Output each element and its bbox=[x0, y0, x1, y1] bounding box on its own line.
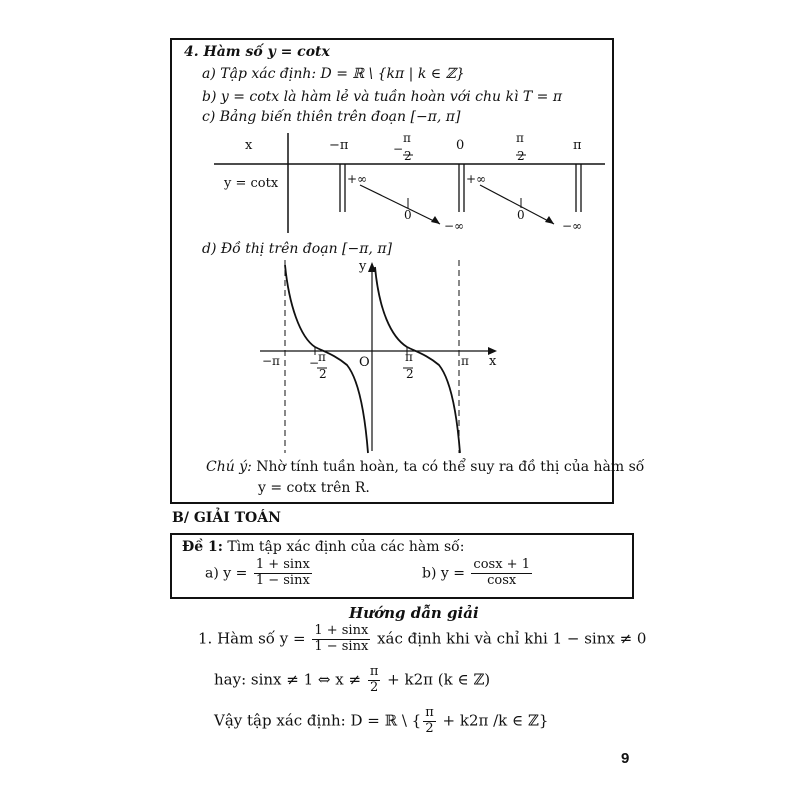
exercise-a-numerator: 1 + sinx bbox=[255, 557, 310, 572]
solution-2-numerator: π bbox=[369, 664, 379, 679]
table-x-zero: 0 bbox=[456, 138, 465, 153]
solution-1-prefix: 1. Hàm số y = bbox=[198, 629, 311, 648]
graph-tick-neg-half-pi-num: π bbox=[318, 350, 326, 364]
exercise-b-numerator: cosx + 1 bbox=[473, 557, 530, 572]
exercise-a bbox=[205, 558, 314, 589]
exercise-b bbox=[422, 558, 534, 589]
cot-branch-right bbox=[375, 267, 460, 453]
solution-2-prefix: hay: sinx ≠ 1 ⇔ x ≠ bbox=[214, 670, 366, 689]
exercise-b-denominator: cosx bbox=[487, 572, 517, 588]
note-line-2: y = cotx trên R. bbox=[258, 480, 370, 496]
exercise-text: Tìm tập xác định của các hàm số: bbox=[222, 539, 465, 555]
solution-step-1 bbox=[198, 624, 646, 655]
decreasing-arrow-1 bbox=[360, 185, 440, 224]
table-val-minus-inf-2: −∞ bbox=[562, 219, 583, 233]
solution-1-numerator: 1 + sinx bbox=[314, 623, 369, 638]
graph-heading: d) Đồ thị trên đoạn [−π, π] bbox=[202, 241, 392, 257]
note-line-1 bbox=[206, 459, 644, 475]
table-x-pi: π bbox=[573, 138, 582, 153]
graph-y-label: y bbox=[359, 259, 367, 274]
table-val-zero-2: 0 bbox=[517, 208, 525, 222]
exercise-a-prefix: a) y = bbox=[205, 565, 252, 582]
parity-line: b) y = cotx là hàm lẻ và tuần hoàn với chu kì T = π bbox=[202, 89, 563, 105]
solution-3-numerator: π bbox=[425, 705, 434, 720]
guide-title: Hướng dẫn giải bbox=[349, 604, 479, 622]
solution-step-2 bbox=[214, 665, 490, 696]
exercise-prompt bbox=[182, 539, 464, 555]
variation-heading: c) Bảng biến thiên trên đoạn [−π, π] bbox=[202, 109, 461, 125]
graph-x-label: x bbox=[489, 354, 497, 369]
solution-3-fraction bbox=[423, 706, 436, 737]
domain-set: ℝ \ {kπ | k ∈ ℤ} bbox=[352, 66, 465, 82]
domain-line bbox=[202, 66, 465, 82]
table-x-label: x bbox=[245, 138, 253, 153]
table-val-minus-inf-1: −∞ bbox=[444, 219, 465, 233]
table-x-half-pi-den: 2 bbox=[517, 149, 525, 163]
solution-step-3 bbox=[214, 706, 548, 737]
table-x-neg-pi: −π bbox=[329, 138, 349, 153]
page-number: 9 bbox=[621, 750, 630, 767]
table-y-label: y = cotx bbox=[224, 176, 279, 191]
solution-2-fraction bbox=[368, 665, 381, 696]
solution-1-suffix: xác định khi và chỉ khi 1 − sinx ≠ 0 bbox=[372, 629, 647, 648]
table-x-neg-half-pi-num: π bbox=[403, 131, 411, 145]
cot-branch-left bbox=[285, 265, 368, 453]
solution-3-prefix: Vậy tập xác định: D = ℝ \ { bbox=[214, 711, 422, 730]
solution-3-suffix: + k2π /k ∈ ℤ} bbox=[437, 711, 549, 730]
exercise-b-prefix: b) y = bbox=[422, 565, 470, 582]
note-text-1: Nhờ tính tuần hoàn, ta có thể suy ra đồ thị của hàm số bbox=[256, 459, 645, 475]
solution-3-denominator: 2 bbox=[425, 720, 434, 736]
table-x-half-pi-num: π bbox=[516, 131, 524, 145]
graph-origin-label: O bbox=[359, 355, 370, 370]
table-x-neg-half-pi-den: 2 bbox=[404, 149, 412, 163]
table-val-plus-inf-2: +∞ bbox=[466, 172, 487, 186]
exercise-a-fraction bbox=[254, 558, 312, 589]
graph-tick-half-pi-num: π bbox=[405, 350, 413, 364]
graph-tick-neg-half-pi-den: 2 bbox=[319, 367, 327, 381]
exercise-a-denominator: 1 − sinx bbox=[255, 572, 310, 588]
part-b-heading: B/ GIẢI TOÁN bbox=[172, 510, 281, 526]
exercise-b-fraction bbox=[471, 558, 532, 589]
note-label: Chú ý: bbox=[206, 459, 252, 475]
domain-label: a) Tập xác định: D = bbox=[202, 66, 353, 82]
exercise-label: Đề 1: bbox=[182, 539, 223, 555]
solution-2-suffix: + k2π (k ∈ ℤ) bbox=[382, 670, 491, 689]
table-val-zero-1: 0 bbox=[404, 208, 412, 222]
graph-tick-neg-sign: − bbox=[309, 356, 320, 370]
graph-tick-half-pi-den: 2 bbox=[406, 367, 414, 381]
solution-1-denominator: 1 − sinx bbox=[314, 638, 369, 654]
graph-tick-neg-pi: −π bbox=[262, 354, 280, 368]
table-x-neg-sign: − bbox=[393, 142, 404, 156]
graph-tick-pi: π bbox=[461, 354, 469, 368]
solution-1-fraction bbox=[312, 624, 370, 655]
section-4-title: 4. Hàm số y = cotx bbox=[184, 44, 330, 60]
solution-2-denominator: 2 bbox=[369, 679, 379, 695]
table-val-plus-inf-1: +∞ bbox=[347, 172, 368, 186]
